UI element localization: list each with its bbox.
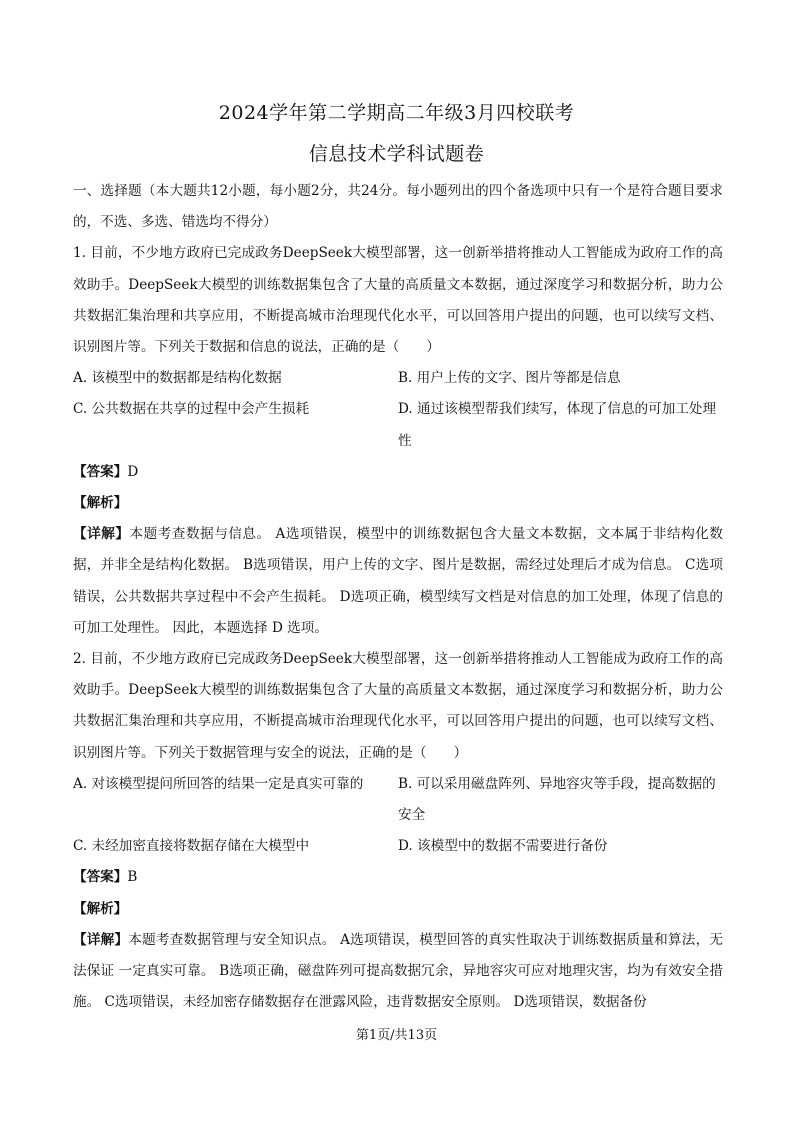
question-1-stem: 1. 目前，不少地方政府已完成政务DeepSeek大模型部署，这一创新举措将推动人工智能成为政府工作的高效助手。DeepSeek大模型的训练数据集包含了大量的高质量文本数据，通过深度学习和数据分析，助力公共数据汇集治理和共享应用，不断提高城市治理现代化水平，可以回答用户提出的问题，也可以续写文档、识别图片等。下列关于数据和信息的说法，正确的是（ ） bbox=[73, 245, 723, 356]
question-1-analysis bbox=[73, 488, 723, 519]
question-2-options-row-1 bbox=[73, 769, 723, 831]
answer-value: B bbox=[127, 869, 138, 886]
analysis-tag: 【解析】 bbox=[73, 495, 128, 512]
detail-tag: 【详解】 bbox=[73, 526, 130, 543]
detail-text: 本题考查数据管理与安全知识点。 A选项错误，模型回答的真实性取决于训练数据质量和算法，无法保证 一定真实可靠。 B选项正确，磁盘阵列可提高数据冗余，异地容灾可应对地理灾害，均为有效安全措施。 C选项错误，未经加密存储数据存在泄露风险，违背数据安全原则。 D选项错误，数据备份 bbox=[73, 931, 724, 1011]
question-1-detail bbox=[73, 519, 723, 644]
question-2-stem: 2. 目前，不少地方政府已完成政务DeepSeek大模型部署，这一创新举措将推动人工智能成为政府工作的高效助手。DeepSeek大模型的训练数据集包含了大量的高质量文本数据，通过深度学习和数据分析，助力公共数据汇集治理和共享应用，不断提高城市治理现代化水平，可以回答用户提出的问题，也可以续写文档、识别图片等。下列关于数据管理与安全的说法，正确的是（ ） bbox=[73, 651, 723, 761]
page-number: 第1页/共13页 bbox=[355, 1028, 438, 1043]
question-2-answer bbox=[73, 862, 723, 893]
exam-title: 2024学年第二学期高二年级3月四校联考 bbox=[218, 102, 575, 124]
question-2-option-c: C. 未经加密直接将数据存储在大模型中 bbox=[73, 838, 310, 855]
question-2-analysis bbox=[73, 894, 723, 925]
question-1-option-a: A. 该模型中的数据都是结构化数据 bbox=[73, 370, 282, 387]
detail-text: 本题考查数据与信息。 A选项错误，模型中的训练数据包含大量文本数据，文本属于非结构化数据，并非全是结构化数据。 B选项错误，用户上传的文字、图片是数据，需经过处理后才成为信息。 C选项错误，公共数据共享过程中不会产生损耗。 D选项正确，模型续写文档是对信息的加工处理，体现了信息的可加工处理性。 因此，本题选择 D 选项。 bbox=[73, 526, 724, 636]
question-1-option-c: C. 公共数据在共享的过程中会产生损耗 bbox=[73, 401, 310, 418]
exam-subtitle: 信息技术学科试题卷 bbox=[308, 143, 485, 165]
question-1-answer bbox=[73, 457, 723, 488]
question-1-options-row-1 bbox=[73, 363, 723, 394]
question-1-option-d-text: D. 通过该模型帮我们续写，体现了信息的可加工处理性 bbox=[398, 401, 717, 449]
question-2-option-b: B. 可以采用磁盘阵列、异地容灾等手段，提高数据的安全 bbox=[398, 775, 716, 824]
question-2-option-a: A. 对该模型提问所回答的结果一定是真实可靠的 bbox=[73, 775, 364, 792]
answer-value: D bbox=[127, 463, 139, 480]
section-heading: 一、选择题（本大题共12小题，每小题2分，共24分。每小题列出的四个备选项中只有一个是符合题目要求的，不选、多选、错选均不得分） bbox=[73, 183, 723, 231]
question-1-option-b: B. 用户上传的文字、图片等都是信息 bbox=[398, 370, 621, 387]
question-1-options-row-2 bbox=[73, 394, 723, 456]
analysis-tag: 【解析】 bbox=[73, 900, 128, 917]
question-2-detail bbox=[73, 925, 723, 1019]
question-2-options-row-2 bbox=[73, 831, 723, 862]
detail-tag: 【详解】 bbox=[73, 931, 129, 948]
question-1-option-d bbox=[398, 394, 723, 456]
answer-tag: 【答案】 bbox=[73, 869, 128, 886]
question-2-option-d: D. 该模型中的数据不需要进行备份 bbox=[398, 838, 608, 855]
page-content bbox=[73, 176, 723, 1018]
answer-tag: 【答案】 bbox=[73, 463, 128, 480]
